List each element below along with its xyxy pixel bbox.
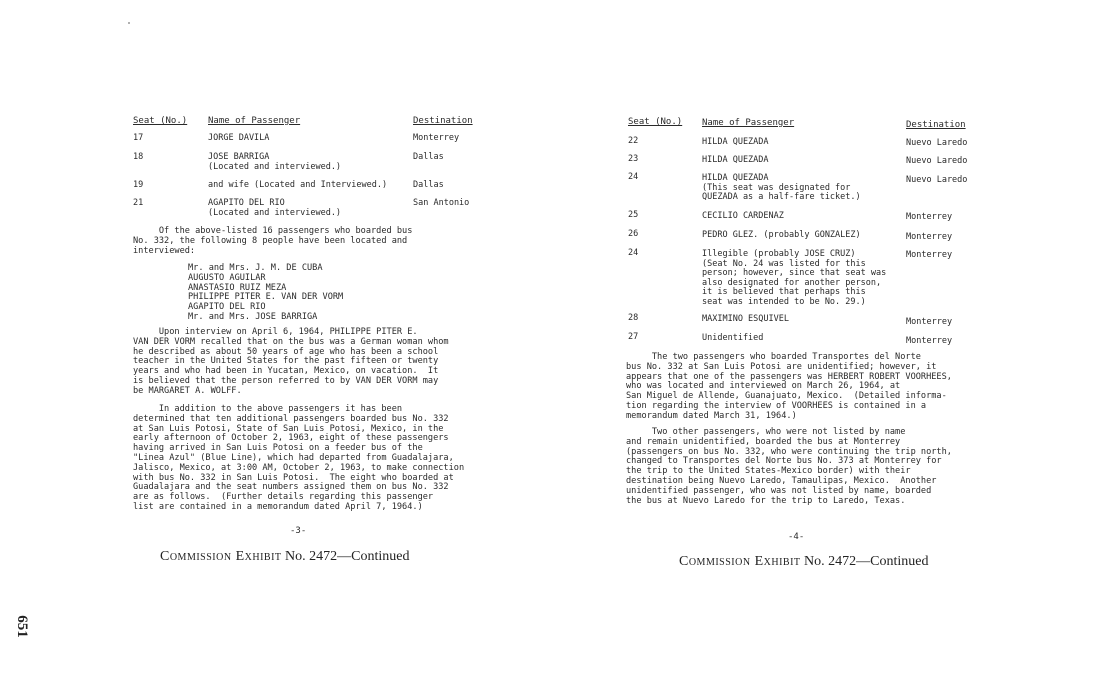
left-seat-header: Seat (No.): [133, 116, 188, 126]
left-row-dest: Dallas: [413, 152, 444, 162]
right-row-seat: 25: [628, 210, 639, 220]
right-row-seat: 28: [628, 313, 639, 323]
left-caption-number: No. 2472—Continued: [281, 549, 410, 564]
right-row-dest: Monterrey: [906, 317, 953, 327]
left-page-number: -3-: [290, 526, 307, 536]
right-row-name: HILDA QUEZADA: [702, 155, 769, 165]
right-name-header: Name of Passenger: [702, 118, 795, 128]
right-row-dest: Monterrey: [906, 232, 953, 242]
right-row-dest: Nuevo Laredo: [906, 156, 968, 166]
right-page-number: -4-: [788, 532, 805, 542]
right-row-name: PEDRO GLEZ. (probably GONZALEZ): [702, 230, 861, 240]
right-exhibit-caption: [679, 554, 928, 570]
right-row-name: CECILIO CARDENAZ: [702, 211, 784, 221]
left-row-name: JOSE BARRIGA (Located and interviewed.): [208, 152, 342, 172]
right-row-dest: Nuevo Laredo: [906, 175, 968, 185]
right-destination-header: Destination: [906, 120, 966, 130]
volume-page-number: 651: [13, 615, 30, 638]
right-row-dest: Monterrey: [906, 212, 953, 222]
right-row-seat: 26: [628, 229, 639, 239]
right-row-seat: 22: [628, 136, 639, 146]
right-paragraph-unidentified: The two passengers who boarded Transportes del Norte bus No. 332 at San Luis Potosi are unidentified; however, it appears that one of the passengers was HERBERT ROBERT VOORHEES, who was located and interviewed on March 26, 1964, at San Miguel de Allende, Guanajuato, Mexico. (Detailed informa- tion regarding the interview of VOORHEES is contained in a memorandum dated March 31, 1964.): [626, 352, 952, 421]
right-row-name: Illegible (probably JOSE CRUZ) (Seat No. 24 was listed for this person; however, since that seat was also designated for another person, it is believed that perhaps this seat was intended to be No. 29.): [702, 249, 887, 307]
right-row-name: HILDA QUEZADA: [702, 137, 769, 147]
right-seat-header: Seat (No.): [628, 117, 683, 127]
left-row-name: JORGE DAVILA: [208, 133, 270, 143]
right-row-name: Unidentified: [702, 333, 764, 343]
left-row-name: and wife (Located and Interviewed.): [208, 180, 388, 190]
right-caption-number: No. 2472—Continued: [800, 554, 929, 569]
right-row-seat: 24: [628, 172, 639, 182]
right-caption-title: Commission Exhibit: [679, 554, 801, 569]
right-row-seat: 24: [628, 248, 639, 258]
left-row-seat: 19: [133, 180, 144, 190]
left-destination-header: Destination: [413, 116, 473, 126]
right-row-seat: 23: [628, 154, 639, 164]
left-row-dest: Monterrey: [413, 133, 460, 143]
right-row-name: MAXIMINO ESQUIVEL: [702, 314, 789, 324]
left-row-name: AGAPITO DEL RIO (Located and interviewed.): [208, 198, 342, 218]
left-located-list: Mr. and Mrs. J. M. DE CUBA AUGUSTO AGUILAR ANASTASIO RUIZ MEZA PHILIPPE PITER E. VAN DER VORM AGAPITO DEL RIO Mr. and Mrs. JOSE BARRIGA: [188, 263, 344, 322]
right-row-dest: Monterrey: [906, 336, 953, 346]
scan-speck: [128, 22, 130, 24]
left-paragraph-located: Of the above-listed 16 passengers who boarded bus No. 332, the following 8 people have been located and interviewed:: [133, 226, 413, 256]
left-row-dest: Dallas: [413, 180, 444, 190]
right-paragraph-monterrey: Two other passengers, who were not listed by name and remain unidentified, boarded the bus at Monterrey (passengers on bus No. 332, who were continuing the trip north, changed to Transportes del Norte bus No. 373 at Monterrey for the trip to the United States-Mexico border) with their destination being Nuevo Laredo, Tamaulipas, Mexico. Another unidentified passenger, who was not listed by name, boarded the bus at Nuevo Laredo for the trip to Laredo, Texas.: [626, 427, 952, 506]
left-paragraph-additional: In addition to the above passengers it has been determined that ten additional passengers boarded bus No. 332 at San Luis Potosi, State of San Luis Potosi, Mexico, in the early afternoon of October 2, 1963, eight of these passengers having arrived in San Luis Potosi on a feeder bus of the "Linea Azul" (Blue Line), which had departed from Guadalajara, Jalisco, Mexico, at 3:00 AM, October 2, 1963, to make connection with bus No. 332 in San Luis Potosi. The eight who boarded at Guadalajara and the seat numbers assigned them on bus No. 332 are as follows. (Further details regarding this passenger list are contained in a memorandum dated April 7, 1964.): [133, 404, 465, 512]
right-row-seat: 27: [628, 332, 639, 342]
left-row-seat: 21: [133, 198, 144, 208]
right-row-name: HILDA QUEZADA (This seat was designated for QUEZADA as a half-fare ticket.): [702, 173, 861, 202]
right-row-dest: Monterrey: [906, 250, 953, 260]
left-row-seat: 17: [133, 133, 144, 143]
left-name-header: Name of Passenger: [208, 116, 301, 126]
left-row-seat: 18: [133, 152, 144, 162]
left-row-dest: San Antonio: [413, 198, 470, 208]
left-caption-title: Commission Exhibit: [160, 549, 282, 564]
left-exhibit-caption: [160, 549, 409, 565]
right-row-dest: Nuevo Laredo: [906, 138, 968, 148]
left-paragraph-interview: Upon interview on April 6, 1964, PHILIPPE PITER E. VAN DER VORM recalled that on the bus was a German woman whom he described as about 50 years of age who has been a school teacher in the United States for the past fifteen or twenty years and who had been in Yucatan, Mexico, on vacation. It is believed that the person referred to by VAN DER VORM may be MARGARET A. WOLFF.: [133, 327, 449, 396]
